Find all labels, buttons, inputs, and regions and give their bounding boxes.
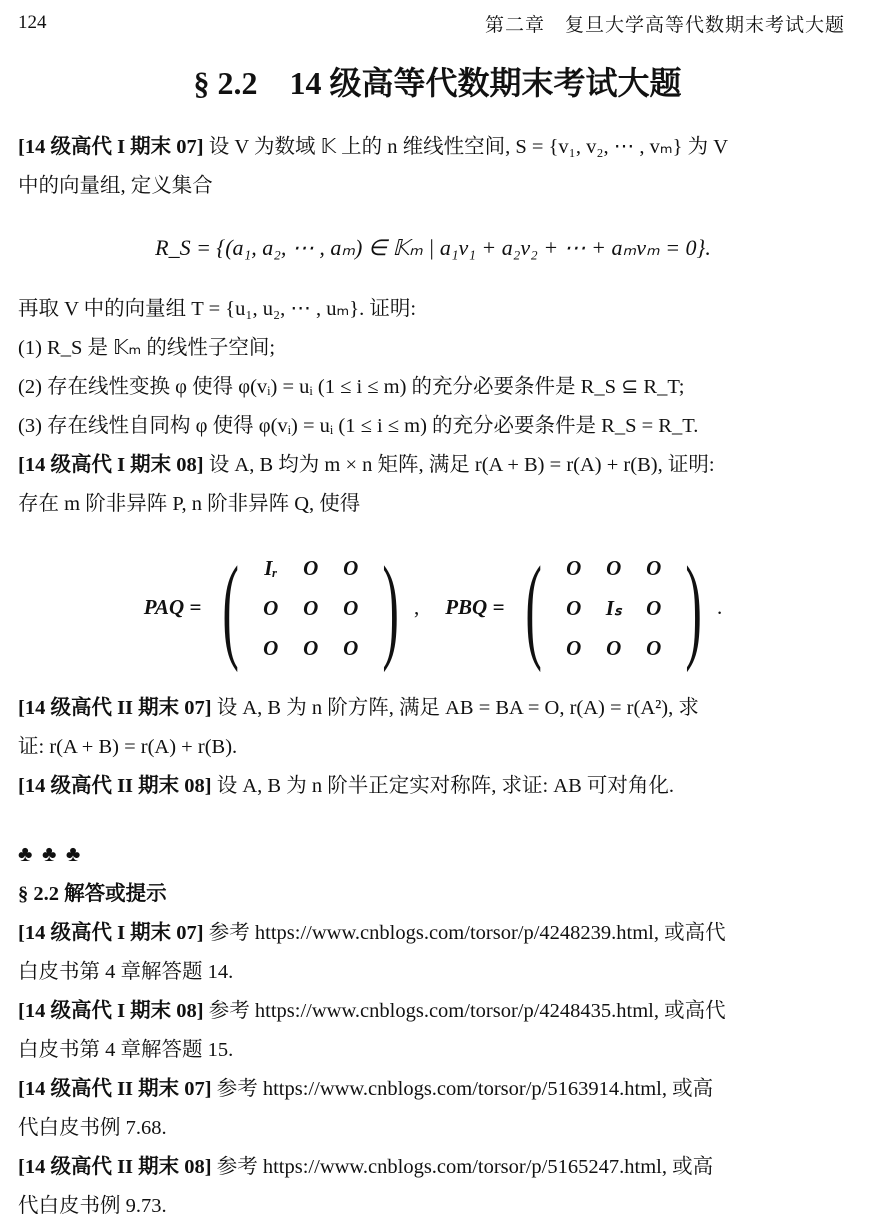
matrix-end: .	[717, 595, 723, 619]
answer-text-line: 白皮书第 4 章解答题 14.	[18, 961, 234, 983]
problem-text-line: 再取 V 中的向量组 T = {u₁, u₂, ⋯ , uₘ}. 证明:	[18, 298, 417, 320]
answer-text: 参考 https://www.cnblogs.com/torsor/p/5163914.html, 或高	[216, 1078, 714, 1100]
problem-label: [14 级高代 II 期末 08]	[18, 775, 212, 797]
matrix-entry: O	[263, 635, 279, 660]
problem-text: 设 A, B 为 n 阶半正定实对称阵, 求证: AB 可对角化.	[216, 775, 675, 797]
answer-text: 参考 https://www.cnblogs.com/torsor/p/5165247.html, 或高	[216, 1156, 714, 1178]
spacer	[18, 806, 848, 834]
matrix-entry: O	[646, 595, 662, 620]
problem-4	[18, 767, 848, 806]
answer-label: [14 级高代 I 期末 07]	[18, 922, 204, 944]
problem-label: [14 级高代 II 期末 07]	[18, 697, 212, 719]
problem-text-line: 中的向量组, 定义集合	[18, 175, 213, 197]
matrix-grid	[554, 548, 674, 668]
matrix-entry: O	[343, 595, 359, 620]
page-number: 124	[18, 12, 47, 33]
problem-part-1: (1) R_S 是 𝕂ₘ 的线性子空间;	[18, 337, 276, 359]
matrix-equations	[18, 530, 848, 685]
matrix-grid	[251, 548, 371, 668]
answer-text: 参考 https://www.cnblogs.com/torsor/p/4248239.html, 或高代	[208, 922, 726, 944]
matrix-entry: O	[566, 635, 582, 660]
problem-1	[18, 128, 848, 167]
matrix-label: PAQ =	[143, 595, 202, 619]
problem-text: 设 A, B 为 n 阶方阵, 满足 AB = BA = O, r(A) = r(A²), 求	[216, 697, 699, 719]
problem-label: [14 级高代 I 期末 07]	[18, 136, 204, 158]
answer-text: 参考 https://www.cnblogs.com/torsor/p/4248435.html, 或高代	[208, 1000, 726, 1022]
problem-part-2: (2) 存在线性变换 φ 使得 φ(vᵢ) = uᵢ (1 ≤ i ≤ m) 的充分必要条件是 R_S ⊆ R_T;	[18, 376, 685, 398]
answer-text-line: 代白皮书例 9.73.	[18, 1195, 167, 1217]
problem-2	[18, 446, 848, 485]
answer-label: [14 级高代 I 期末 08]	[18, 1000, 204, 1022]
problem-part-3: (3) 存在线性自同构 φ 使得 φ(vᵢ) = uᵢ (1 ≤ i ≤ m) 的充分必要条件是 R_S = R_T.	[18, 415, 699, 437]
answer-4	[18, 1148, 848, 1187]
club-divider: ♣ ♣ ♣	[18, 841, 83, 866]
matrix-label: PBQ =	[445, 595, 505, 619]
matrix-entry: O	[343, 635, 359, 660]
answer-text-line: 白皮书第 4 章解答题 15.	[18, 1039, 234, 1061]
answer-label: [14 级高代 II 期末 07]	[18, 1078, 212, 1100]
answer-text-line: 代白皮书例 7.68.	[18, 1117, 167, 1139]
matrix-entry: O	[566, 595, 582, 620]
chapter-title: 第二章 复旦大学高等代数期末考试大题	[484, 14, 845, 36]
answer-label: [14 级高代 II 期末 08]	[18, 1156, 212, 1178]
problem-3	[18, 689, 848, 728]
left-paren: (	[525, 541, 543, 673]
matrix-entry: O	[606, 635, 622, 660]
matrix-entry: O	[606, 555, 622, 580]
matrix-entry: O	[303, 635, 319, 660]
matrix-entry: Iᵣ	[264, 555, 278, 580]
pbq-matrix	[445, 541, 723, 673]
left-paren: (	[222, 541, 240, 673]
problem-text: 设 V 为数域 𝕂 上的 n 维线性空间, S = {v₁, v₂, ⋯ , vₘ} 为 V	[208, 136, 729, 158]
matrix-entry: O	[303, 555, 319, 580]
matrix-entry: O	[343, 555, 359, 580]
running-header	[18, 8, 845, 38]
right-paren: )	[685, 541, 702, 673]
right-paren: )	[382, 541, 399, 673]
problem-label: [14 级高代 I 期末 08]	[18, 454, 204, 476]
matrix-entry: O	[646, 635, 662, 660]
answer-1	[18, 914, 848, 953]
section-title: § 2.2 14 级高等代数期末考试大题	[193, 65, 682, 101]
answers-title: § 2.2 解答或提示	[18, 883, 167, 905]
answer-2	[18, 992, 848, 1031]
problem-text-line: 证: r(A + B) = r(A) + r(B).	[18, 736, 238, 758]
matrix-separator: ,	[413, 595, 420, 619]
matrix-entry: Iₛ	[605, 595, 622, 620]
problem-text: 设 A, B 均为 m × n 矩阵, 满足 r(A + B) = r(A) + r(B), 证明:	[208, 454, 715, 476]
matrix-entry: O	[566, 555, 582, 580]
set-definition-equation: R_S = {(a₁, a₂, ⋯ , aₘ) ∈ 𝕂ₘ | a₁v₁ + a₂v₂ + ⋯ + aₘvₘ = 0}.	[155, 235, 711, 260]
section-body	[18, 128, 848, 1226]
matrix-entry: O	[646, 555, 662, 580]
matrix-entry: O	[303, 595, 319, 620]
matrix-entry: O	[263, 595, 279, 620]
paq-matrix	[143, 541, 420, 673]
answer-3	[18, 1070, 848, 1109]
problem-text-line: 存在 m 阶非异阵 P, n 阶非异阵 Q, 使得	[18, 493, 361, 515]
